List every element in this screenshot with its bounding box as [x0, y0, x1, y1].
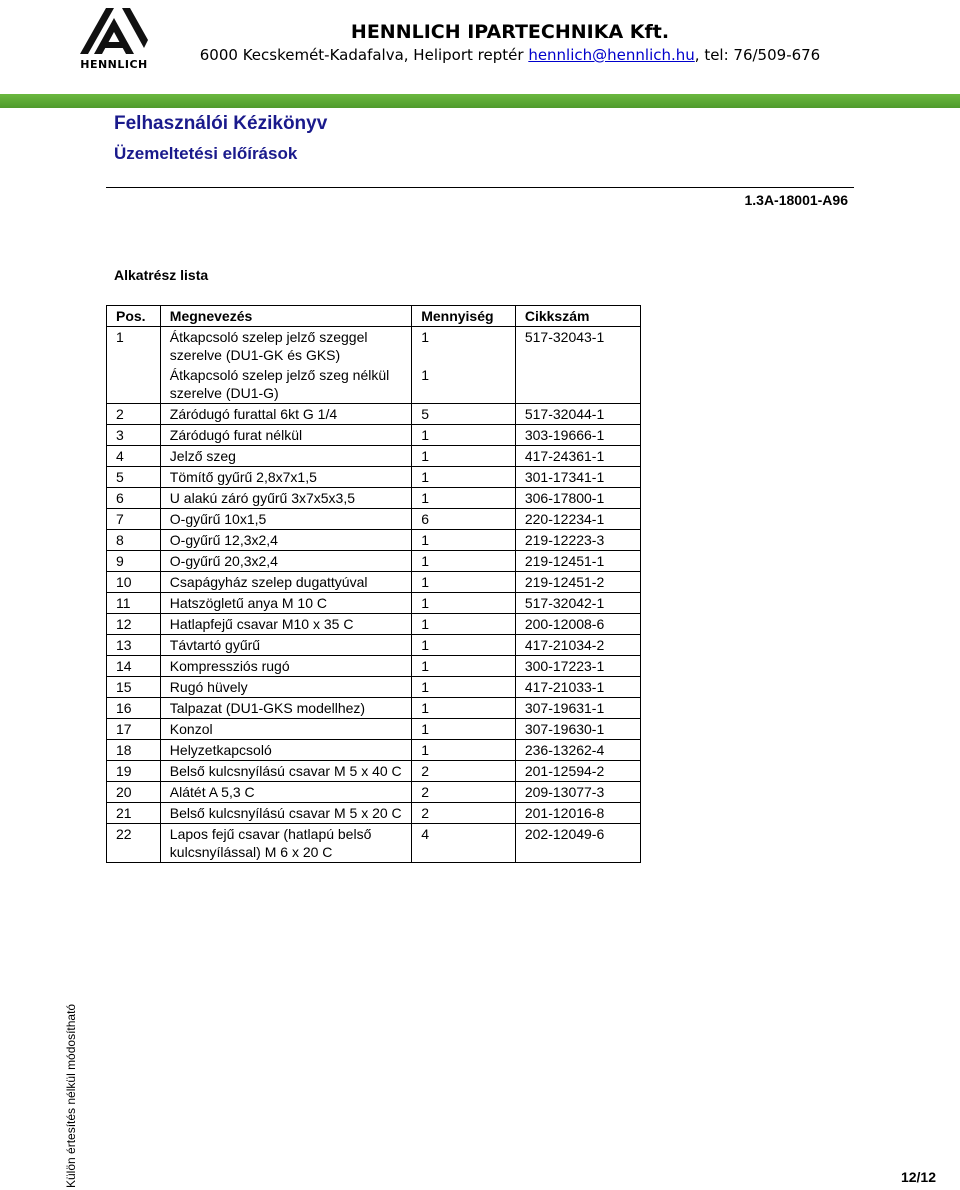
cell-name: O-gyűrű 20,3x2,4 — [160, 551, 411, 572]
document-number: 1.3A-18001-A96 — [744, 192, 848, 208]
table-row — [107, 824, 641, 863]
cell-pos — [107, 365, 161, 404]
cell-name: Tömítő gyűrű 2,8x7x1,5 — [160, 467, 411, 488]
table-row — [107, 404, 641, 425]
cell-name: Hatszögletű anya M 10 C — [160, 593, 411, 614]
header-green-bar — [0, 94, 960, 108]
cell-qty: 1 — [412, 635, 516, 656]
cell-name: Kompressziós rugó — [160, 656, 411, 677]
cell-pos: 12 — [107, 614, 161, 635]
table-row — [107, 782, 641, 803]
cell-code: 219-12223-3 — [515, 530, 640, 551]
table-row — [107, 635, 641, 656]
company-info — [0, 20, 960, 66]
cell-code: 209-13077-3 — [515, 782, 640, 803]
cell-code: 307-19631-1 — [515, 698, 640, 719]
cell-name: Lapos fejű csavar (hatlapú belső kulcsnyílással) M 6 x 20 C — [160, 824, 411, 863]
cell-name: Hatlapfejű csavar M10 x 35 C — [160, 614, 411, 635]
cell-code: 417-21033-1 — [515, 677, 640, 698]
table-row — [107, 572, 641, 593]
cell-pos: 22 — [107, 824, 161, 863]
cell-pos: 3 — [107, 425, 161, 446]
cell-code: 300-17223-1 — [515, 656, 640, 677]
table-row — [107, 803, 641, 824]
page-number: 12/12 — [900, 1169, 936, 1185]
cell-code: 219-12451-2 — [515, 572, 640, 593]
cell-name: Rugó hüvely — [160, 677, 411, 698]
table-row — [107, 656, 641, 677]
cell-pos: 1 — [107, 327, 161, 366]
cell-pos: 16 — [107, 698, 161, 719]
cell-name: Konzol — [160, 719, 411, 740]
cell-pos: 11 — [107, 593, 161, 614]
table-row — [107, 327, 641, 366]
side-note: Külön értesítés nélkül módosítható — [64, 1003, 78, 1188]
cell-qty: 2 — [412, 782, 516, 803]
cell-qty: 1 — [412, 446, 516, 467]
document-title: Felhasználói Kézikönyv — [114, 113, 328, 134]
cell-code: 201-12594-2 — [515, 761, 640, 782]
table-row — [107, 488, 641, 509]
document-subtitle: Üzemeltetési előírások — [114, 144, 298, 163]
table-row — [107, 593, 641, 614]
cell-qty: 1 — [412, 656, 516, 677]
cell-name: O-gyűrű 10x1,5 — [160, 509, 411, 530]
table-row — [107, 677, 641, 698]
company-address — [60, 44, 960, 66]
cell-name: U alakú záró gyűrű 3x7x5x3,5 — [160, 488, 411, 509]
cell-name: Belső kulcsnyílású csavar M 5 x 20 C — [160, 803, 411, 824]
cell-code: 301-17341-1 — [515, 467, 640, 488]
cell-qty: 1 — [412, 488, 516, 509]
cell-pos: 20 — [107, 782, 161, 803]
cell-name: Jelző szeg — [160, 446, 411, 467]
header-name: Megnevezés — [160, 306, 411, 327]
email-link[interactable]: hennlich@hennlich.hu — [528, 46, 695, 64]
cell-pos: 6 — [107, 488, 161, 509]
page-header — [0, 0, 960, 90]
header-qty: Mennyiség — [412, 306, 516, 327]
cell-qty: 1 — [412, 719, 516, 740]
cell-code: 220-12234-1 — [515, 509, 640, 530]
cell-qty: 1 — [412, 530, 516, 551]
cell-name: Távtartó gyűrű — [160, 635, 411, 656]
cell-pos: 13 — [107, 635, 161, 656]
cell-name: Átkapcsoló szelep jelző szeggel szerelve (DU1-GK és GKS) — [160, 327, 411, 366]
table-row — [107, 761, 641, 782]
address-suffix: , tel: 76/509-676 — [694, 46, 821, 64]
header-pos: Pos. — [107, 306, 161, 327]
cell-qty: 1 — [412, 614, 516, 635]
cell-pos: 21 — [107, 803, 161, 824]
cell-qty: 1 — [412, 740, 516, 761]
cell-pos: 7 — [107, 509, 161, 530]
section-title: Alkatrész lista — [114, 267, 209, 283]
cell-code: 517-32044-1 — [515, 404, 640, 425]
table-row — [107, 551, 641, 572]
cell-name: Csapágyház szelep dugattyúval — [160, 572, 411, 593]
cell-code: 219-12451-1 — [515, 551, 640, 572]
cell-qty: 1 — [412, 365, 516, 404]
cell-qty: 1 — [412, 467, 516, 488]
cell-pos: 4 — [107, 446, 161, 467]
cell-code: 201-12016-8 — [515, 803, 640, 824]
cell-name: O-gyűrű 12,3x2,4 — [160, 530, 411, 551]
cell-qty: 2 — [412, 803, 516, 824]
cell-name: Átkapcsoló szelep jelző szeg nélkül szerelve (DU1-G) — [160, 365, 411, 404]
cell-code: 417-21034-2 — [515, 635, 640, 656]
cell-name: Alátét A 5,3 C — [160, 782, 411, 803]
cell-name: Záródugó furat nélkül — [160, 425, 411, 446]
table-row — [107, 365, 641, 404]
cell-qty: 1 — [412, 698, 516, 719]
table-row — [107, 740, 641, 761]
cell-code — [515, 365, 640, 404]
cell-pos: 5 — [107, 467, 161, 488]
cell-code: 417-24361-1 — [515, 446, 640, 467]
parts-table — [106, 305, 641, 863]
table-row — [107, 614, 641, 635]
cell-pos: 18 — [107, 740, 161, 761]
cell-code: 303-19666-1 — [515, 425, 640, 446]
cell-code: 307-19630-1 — [515, 719, 640, 740]
cell-pos: 15 — [107, 677, 161, 698]
cell-qty: 1 — [412, 593, 516, 614]
table-row — [107, 425, 641, 446]
cell-name: Talpazat (DU1-GKS modellhez) — [160, 698, 411, 719]
table-row — [107, 509, 641, 530]
cell-pos: 14 — [107, 656, 161, 677]
cell-qty: 6 — [412, 509, 516, 530]
table-row — [107, 719, 641, 740]
table-row — [107, 530, 641, 551]
cell-code: 202-12049-6 — [515, 824, 640, 863]
cell-qty: 1 — [412, 327, 516, 366]
header-code: Cikkszám — [515, 306, 640, 327]
cell-name: Belső kulcsnyílású csavar M 5 x 40 C — [160, 761, 411, 782]
cell-qty: 2 — [412, 761, 516, 782]
cell-qty: 1 — [412, 425, 516, 446]
cell-code: 236-13262-4 — [515, 740, 640, 761]
cell-qty: 1 — [412, 551, 516, 572]
table-row — [107, 446, 641, 467]
table-header-row — [107, 306, 641, 327]
header-divider — [106, 187, 854, 188]
address-prefix: 6000 Kecskemét-Kadafalva, Heliport reptér — [199, 46, 529, 64]
cell-code: 517-32043-1 — [515, 327, 640, 366]
cell-pos: 10 — [107, 572, 161, 593]
cell-code: 517-32042-1 — [515, 593, 640, 614]
cell-pos: 2 — [107, 404, 161, 425]
cell-pos: 17 — [107, 719, 161, 740]
cell-name: Helyzetkapcsoló — [160, 740, 411, 761]
cell-pos: 19 — [107, 761, 161, 782]
cell-qty: 4 — [412, 824, 516, 863]
cell-pos: 9 — [107, 551, 161, 572]
cell-pos: 8 — [107, 530, 161, 551]
cell-qty: 1 — [412, 677, 516, 698]
cell-code: 306-17800-1 — [515, 488, 640, 509]
cell-name: Záródugó furattal 6kt G 1/4 — [160, 404, 411, 425]
table-row — [107, 467, 641, 488]
table-body — [107, 327, 641, 863]
cell-qty: 5 — [412, 404, 516, 425]
table-row — [107, 698, 641, 719]
cell-qty: 1 — [412, 572, 516, 593]
cell-code: 200-12008-6 — [515, 614, 640, 635]
company-name: HENNLICH IPARTECHNIKA Kft. — [350, 21, 670, 43]
logo-text: HENNLICH — [80, 58, 148, 71]
